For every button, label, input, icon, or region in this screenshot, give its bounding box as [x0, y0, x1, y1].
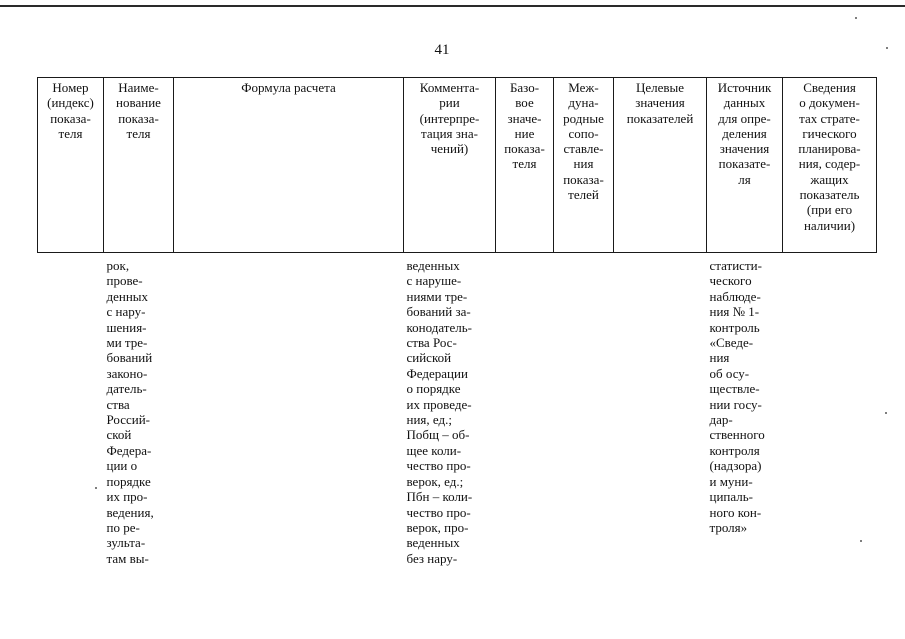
- page-number: 41: [434, 42, 450, 58]
- header-strategic-docs: Сведения о докумен- тах страте- гического планирова- ния, содер- жащих показатель (при его наличии): [783, 78, 877, 253]
- cell-target-values: [614, 253, 707, 599]
- header-comments: Коммента- рии (интерпре- тация зна- чений): [404, 78, 496, 253]
- cell-index: [38, 253, 104, 599]
- cell-comments: веденных с наруше- ниями тре- бований за- конодатель- ства Рос- сийской Федерации о порядке их проведе- ния, ед.; Побщ – об- щее коли- чество про- верок, ед.; Пбн – коли- чество про- верок, про- веденных без нару-: [406, 258, 473, 566]
- header-formula: Формула расчета: [174, 78, 404, 253]
- scan-speck: [885, 412, 887, 414]
- scan-speck: [886, 47, 888, 49]
- cell-formula: [174, 253, 404, 599]
- header-international: Меж- дуна- родные сопо- ставле- ния показа- телей: [554, 78, 614, 253]
- cell-international: [554, 253, 614, 599]
- header-target-values: Целевые значения показателей: [614, 78, 707, 253]
- scan-speck: [95, 487, 97, 489]
- scan-speck: [860, 540, 862, 542]
- header-base-value: Базо- вое значе- ние показа- теля: [496, 78, 554, 253]
- scan-speck: [855, 17, 857, 19]
- header-data-source: Источник данных для опре- деления значения показате- ля: [707, 78, 783, 253]
- cell-base-value: [496, 253, 554, 599]
- top-border-line: [0, 5, 905, 7]
- cell-name: рок, прове- денных с нару- шения- ми тре- бований законо- датель- ства Россий- ской Федера- ции о порядке их про- ведения, по ре- зульта- там вы-: [106, 258, 154, 566]
- table-row: [38, 253, 877, 599]
- header-index: Номер (индекс) показа- теля: [38, 78, 104, 253]
- table-header-row: [38, 78, 877, 253]
- header-name: Наиме- нование показа- теля: [104, 78, 174, 253]
- cell-strategic-docs: [783, 253, 877, 599]
- cell-data-source: статисти- ческого наблюде- ния № 1- контроль «Сведе- ния об осу- ществле- нии госу- дар- ственного контроля (надзора) и муни- ципаль- ного кон- троля»: [709, 258, 765, 535]
- indicator-table: [37, 77, 877, 598]
